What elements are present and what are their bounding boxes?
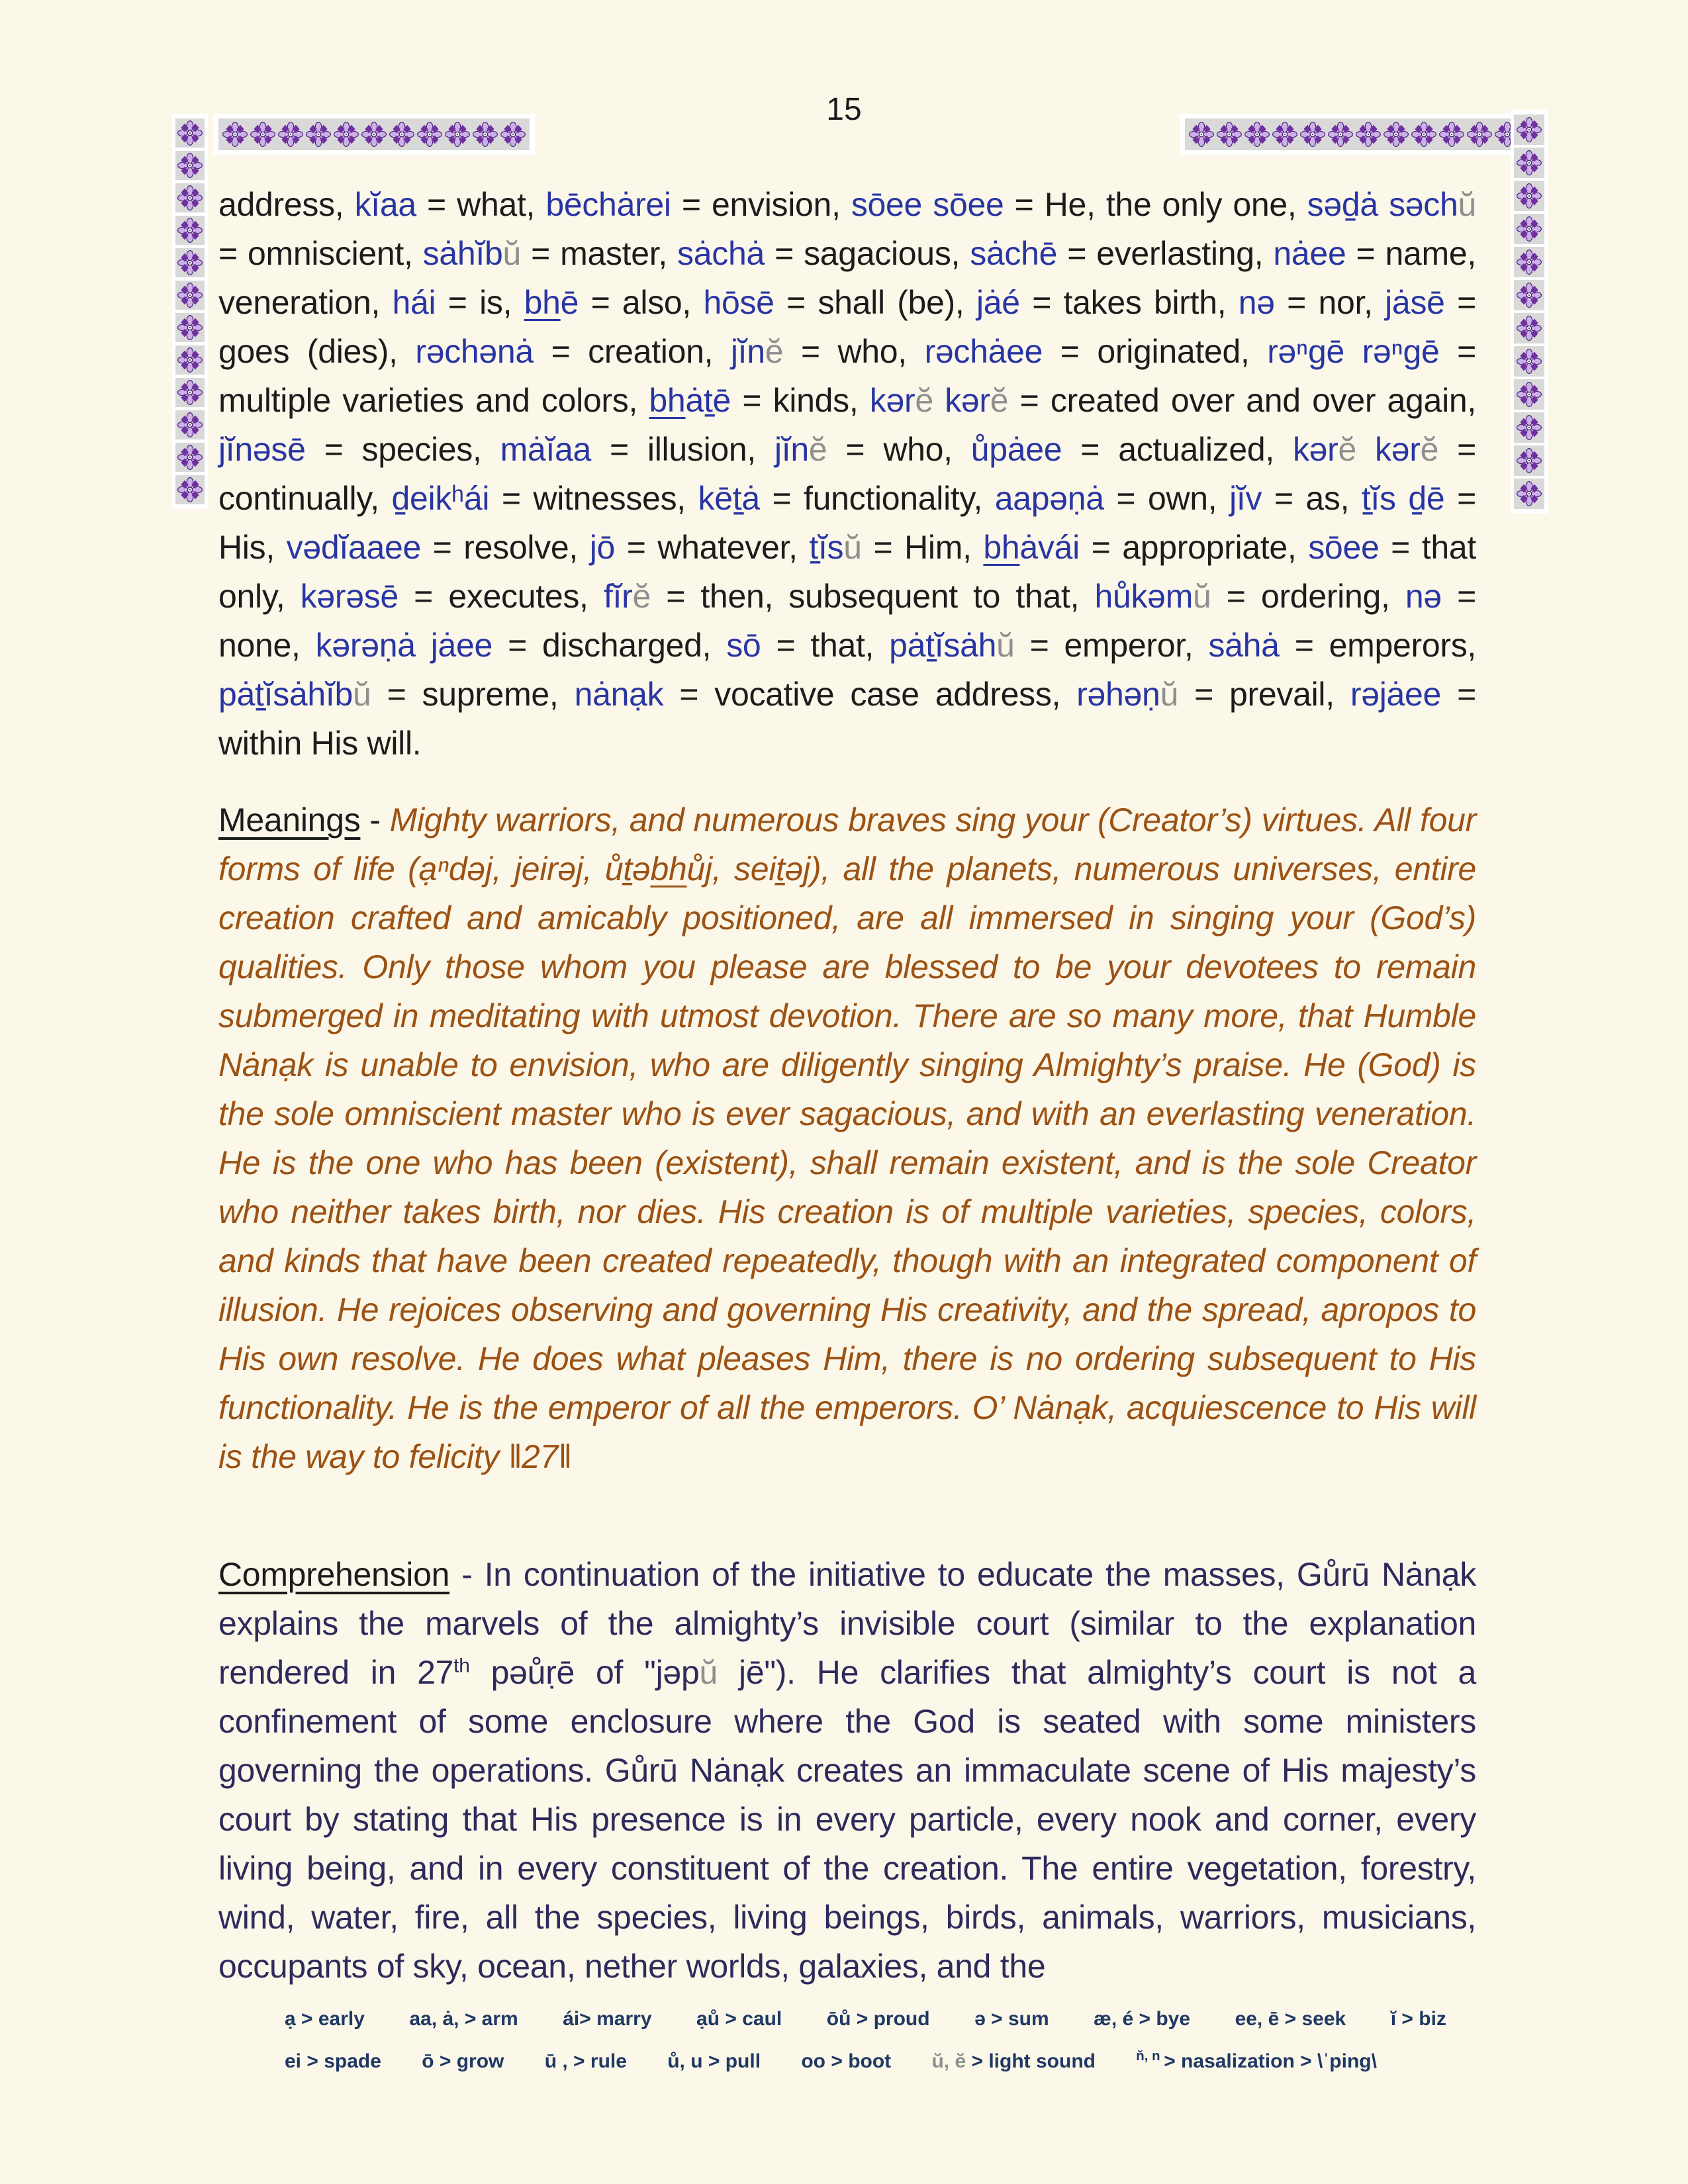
flower-ornament-icon [305, 121, 332, 148]
text-segment: ĕ [1338, 431, 1357, 468]
text-segment: = originated, [1043, 333, 1268, 370]
flower-ornament-icon [250, 121, 276, 148]
text-segment: = creation, [533, 333, 731, 370]
text-segment: rəhəṇ [1076, 676, 1160, 713]
text-segment: = that, [761, 627, 890, 664]
text-segment: aapəṇȧ [994, 480, 1104, 517]
text-segment: = species, [305, 431, 500, 468]
text-segment: = He, the only one, [1004, 186, 1307, 223]
flower-ornament-icon [1514, 114, 1544, 145]
flower-ornament-icon [1514, 247, 1544, 277]
text-segment: ạů > caul [696, 2008, 782, 2030]
text-segment: kərəsē [300, 578, 399, 615]
text-segment: = actualized, [1062, 431, 1293, 468]
comprehension-heading: Comprehension [218, 1556, 450, 1593]
text-segment: ei > spade [285, 2050, 381, 2072]
flower-ornament-icon [175, 443, 205, 472]
text-segment: ůj, seit̠əj), all the planets, numerous universes, entire creation crafted and amicably positioned, are all immersed in singing your (God’s) qualities. Only those whom you please are blessed to be your devotees to remain submerged in meditating with utmost devotion. There are so many more, that Humble Nȧnạk is unable to envision, who are diligently singing Almighty’s praise. He (God) is the sole omniscient master who is ever sagacious, and with an everlasting veneration. He is the one who has been (existent), shall remain existent, and is the sole Creator who neither takes birth, nor dies. His creation is of multiple varieties, species, colors, and kinds that have been created repeatedly, though with an integrated component of illusion. He rejoices observing and governing His creativity, and the spread, apropos to His own resolve. He does what pleases Him, there is no ordering subsequent to His functionality. He is the emperor of all the emperors. O’ Nȧnạk, acquiescence to His will is the way to felicity ‖27‖ [218, 850, 1476, 1475]
text-segment: = multiple varieties and colors, [218, 333, 1477, 419]
text-segment: pəůṛē of "jəp [469, 1654, 700, 1691]
text-segment: nȧee [1273, 235, 1346, 272]
flower-ornament-icon [1514, 148, 1544, 178]
text-segment: bh [524, 284, 561, 321]
flower-strip-horizontal [218, 118, 530, 150]
text-segment: > light sound [971, 2050, 1096, 2072]
text-segment: = everlasting, [1057, 235, 1274, 272]
text-segment: ň, n [1136, 2049, 1164, 2064]
text-segment: = nor, [1274, 284, 1385, 321]
text-segment: ĕ [808, 431, 827, 468]
text-segment: = Him, [861, 529, 984, 566]
text-segment: > nasalization > \ˈping\ [1164, 2050, 1377, 2072]
text-segment: ĕ [990, 382, 1009, 419]
pronunciation-item [1391, 2008, 1446, 2030]
text-segment: = own, [1103, 480, 1230, 517]
word-meanings-paragraph [218, 180, 1476, 768]
text-segment: = witnesses, [489, 480, 698, 517]
flower-ornament-icon [472, 121, 498, 148]
comprehension-paragraph [218, 1550, 1476, 1991]
pronunciation-item [563, 2008, 651, 2030]
text-segment: sȧhĭb [422, 235, 503, 272]
flower-ornament-icon [1514, 181, 1544, 211]
flower-ornament-icon [175, 281, 205, 310]
flower-ornament-icon [1514, 214, 1544, 244]
text-segment: jĭv [1229, 480, 1262, 517]
flower-strip-vertical [1514, 114, 1544, 509]
text-segment: ĕ [1420, 431, 1439, 468]
text-segment: = appropriate, [1079, 529, 1309, 566]
text-segment: ŭ [843, 529, 862, 566]
comprehension-body [218, 1556, 1476, 1985]
text-segment: = omniscient, [218, 235, 423, 272]
text-segment: = whatever, [615, 529, 810, 566]
flower-ornament-icon [175, 378, 205, 407]
pronunciation-item [667, 2050, 761, 2073]
flower-ornament-icon [175, 216, 205, 245]
pronunciation-item [285, 2008, 365, 2030]
text-segment: = functionality, [759, 480, 995, 517]
text-segment: - [449, 1556, 485, 1593]
pronunciation-item [801, 2050, 891, 2073]
flower-ornament-icon [361, 121, 387, 148]
flower-ornament-icon [444, 121, 471, 148]
flower-border-right-column [1511, 110, 1548, 514]
pronunciation-item [974, 2008, 1049, 2030]
text-segment: rəjȧee [1350, 676, 1442, 713]
text-segment: æ, é > bye [1094, 2008, 1191, 2030]
text-segment: kərəṇȧ jȧee [315, 627, 493, 664]
text-segment: bēchȧrei [545, 186, 671, 223]
text-segment: = continually, [218, 431, 1476, 517]
text-segment: ō > grow [422, 2050, 504, 2072]
text-segment: ee, ē > seek [1235, 2008, 1346, 2030]
text-segment: = ordering, [1211, 578, 1405, 615]
text-segment: ŭ [996, 627, 1015, 664]
text-segment: ə > sum [974, 2008, 1049, 2030]
text-segment: sōee [1308, 529, 1380, 566]
text-segment: rəchȧee [924, 333, 1043, 370]
pronunciation-item [422, 2050, 504, 2073]
flower-ornament-icon [222, 121, 248, 148]
text-segment: - [360, 801, 390, 839]
text-segment: fĭr [603, 578, 633, 615]
text-segment: = who, [783, 333, 925, 370]
text-segment: kər [933, 382, 990, 419]
text-segment: kər [869, 382, 915, 419]
text-segment: səd̠ȧ səch [1307, 186, 1458, 223]
text-segment: nȧnạk [574, 676, 664, 713]
flower-ornament-icon [416, 121, 443, 148]
flower-ornament-icon [333, 121, 359, 148]
flower-ornament-icon [1188, 121, 1215, 148]
meanings-paragraph [218, 796, 1476, 1481]
text-segment: ĕ [765, 333, 784, 370]
text-segment: = goes (dies), [218, 284, 1476, 370]
flower-ornament-icon [1272, 121, 1298, 148]
text-segment: = none, [218, 578, 1477, 664]
text-segment: jĭn [774, 431, 809, 468]
text-segment: = is, [436, 284, 524, 321]
flower-ornament-icon [1514, 313, 1544, 343]
flower-border-top-left [213, 114, 535, 155]
page-number: 15 [826, 92, 862, 127]
text-segment: sȧchē [970, 235, 1058, 272]
text-segment: = then, subsequent to that, [650, 578, 1095, 615]
flower-ornament-icon [175, 410, 205, 439]
text-segment: jō [589, 529, 616, 566]
text-segment: = sagacious, [764, 235, 970, 272]
flower-ornament-icon [1466, 121, 1493, 148]
flower-strip-vertical [175, 118, 205, 504]
pronunciation-item [285, 2050, 381, 2073]
text-segment: nə [1238, 284, 1275, 321]
text-segment: ĭ > biz [1390, 2008, 1446, 2030]
text-segment: = His, [218, 480, 1476, 566]
flower-ornament-icon [1411, 121, 1437, 148]
pronunciation-item [545, 2050, 627, 2073]
text-segment: t̠ĭs d̠ē [1361, 480, 1445, 517]
text-segment: hái [392, 284, 436, 321]
text-segment: = takes birth, [1019, 284, 1239, 321]
text-segment: = illusion, [591, 431, 774, 468]
text-segment: = master, [521, 235, 678, 272]
text-segment: bh [983, 529, 1020, 566]
flower-ornament-icon [1299, 121, 1326, 148]
pronunciation-guide-row-1 [285, 2008, 1446, 2030]
text-segment: ȧvái [1019, 529, 1080, 566]
text-segment: sōee sōee [851, 186, 1004, 223]
flower-ornament-icon [1514, 445, 1544, 476]
pronunciation-guide-row-2 [285, 2050, 1377, 2073]
text-segment: ŭ [1458, 186, 1476, 223]
flower-border-left-column [172, 114, 208, 509]
flower-ornament-icon [1514, 379, 1544, 410]
text-segment: th [453, 1655, 470, 1677]
text-segment: = executes, [398, 578, 604, 615]
text-segment: address, [218, 186, 355, 223]
text-segment: ŭ, ĕ [931, 2050, 972, 2072]
text-segment: d̠eikʰái [391, 480, 490, 517]
text-segment: t̠ĭs [809, 529, 844, 566]
text-segment: = kinds, [731, 382, 870, 419]
text-segment: nə [1405, 578, 1442, 615]
pronunciation-item [1136, 2050, 1377, 2073]
text-segment: ĕ [915, 382, 933, 419]
text-segment: = emperors, [1279, 627, 1477, 664]
pronunciation-item [1235, 2008, 1346, 2030]
text-segment: Mighty warriors, and numerous braves sing your (Creator’s) virtues. All four forms of life (ạⁿdəj, jeirəj, ůt̠ə [218, 801, 1476, 887]
text-segment: = supreme, [371, 676, 575, 713]
text-segment: = envision, [671, 186, 851, 223]
flower-strip-horizontal [1185, 118, 1524, 150]
text-segment: sō [726, 627, 761, 664]
text-segment: oo > boot [801, 2050, 892, 2072]
text-segment: = what, [416, 186, 546, 223]
text-segment: = resolve, [420, 529, 590, 566]
flower-ornament-icon [500, 121, 526, 148]
text-segment: ȧt̠ē [685, 382, 731, 419]
text-segment: bh [650, 850, 687, 887]
text-segment: = that only, [218, 529, 1476, 615]
text-segment: ē [560, 284, 579, 321]
text-segment: kər [1356, 431, 1421, 468]
text-segment: = vocative case address, [663, 676, 1077, 713]
pronunciation-item [1094, 2008, 1190, 2030]
flower-ornament-icon [1514, 478, 1544, 509]
meanings-body [218, 801, 1476, 1475]
text-segment: mȧĭaa [500, 431, 592, 468]
text-segment: ŭ [1193, 578, 1211, 615]
pronunciation-item [827, 2008, 930, 2030]
text-segment: = shall (be), [774, 284, 976, 321]
text-segment: = who, [827, 431, 971, 468]
text-segment: kĭaa [354, 186, 416, 223]
flower-ornament-icon [175, 313, 205, 342]
flower-ornament-icon [389, 121, 415, 148]
flower-ornament-icon [1514, 346, 1544, 377]
flower-ornament-icon [1438, 121, 1465, 148]
flower-ornament-icon [175, 248, 205, 277]
text-segment: rəⁿgē rəⁿgē [1267, 333, 1440, 370]
flower-ornament-icon [1216, 121, 1243, 148]
flower-ornament-icon [1514, 280, 1544, 310]
text-segment: vədĭaaee [286, 529, 421, 566]
text-segment: jȧsē [1385, 284, 1445, 321]
text-segment: ŭ [353, 676, 371, 713]
text-segment: jĭnəsē [218, 431, 306, 468]
text-segment: aa, ȧ, > arm [409, 2008, 518, 2030]
text-segment: hůkəm [1094, 578, 1194, 615]
text-segment: kēt̠ȧ [698, 480, 760, 517]
text-segment: pȧt̠ĭsȧhĭb [218, 676, 353, 713]
text-segment: = prevail, [1178, 676, 1350, 713]
text-segment: = as, [1262, 480, 1362, 517]
flower-ornament-icon [1383, 121, 1409, 148]
flower-ornament-icon [175, 151, 205, 180]
meanings-heading: Meanings [218, 801, 361, 839]
text-segment: = emperor, [1014, 627, 1209, 664]
flower-ornament-icon [175, 183, 205, 212]
text-segment: ạ > early [285, 2008, 365, 2030]
pronunciation-item [409, 2008, 518, 2030]
text-segment: sȧchȧ [677, 235, 765, 272]
text-segment: = name, veneration, [218, 235, 1477, 321]
text-segment: ů, u > pull [667, 2050, 761, 2072]
text-segment: = also, [579, 284, 704, 321]
flower-ornament-icon [1355, 121, 1382, 148]
text-segment: jē"). He clarifies that almighty’s court is not a confinement of some enclosure where the God is seated with some ministers governing the operations. Gůrū Nȧnạk creates an immaculate scene of His majesty’s court by stating that His presence is in every particle, every nook and corner, every living being, and in every constituent of the creation. The entire vegetation, forestry, wind, water, fire, all the species, living beings, birds, animals, warriors, musicians, occupants of sky, ocean, nether worlds, galaxies, and the [218, 1654, 1476, 1985]
text-segment: ůpȧee [970, 431, 1062, 468]
flower-ornament-icon [175, 475, 205, 504]
pronunciation-item [931, 2050, 1096, 2073]
text-segment: ái> marry [563, 2008, 652, 2030]
text-segment: jȧé [976, 284, 1020, 321]
text-segment: ŭ [699, 1654, 718, 1691]
text-segment: jĭn [730, 333, 765, 370]
pronunciation-item [696, 2008, 782, 2030]
text-segment: bh [649, 382, 686, 419]
text-segment: ū , > rule [544, 2050, 627, 2072]
flower-ornament-icon [1244, 121, 1270, 148]
text-segment: = within His will. [218, 676, 1476, 762]
text-segment: ŭ [1160, 676, 1179, 713]
flower-border-top-right [1180, 114, 1529, 155]
flower-ornament-icon [175, 118, 205, 148]
text-segment: ŭ [502, 235, 522, 272]
text-segment: hōsē [703, 284, 774, 321]
text-segment: = discharged, [492, 627, 727, 664]
text-segment: ōů > proud [826, 2008, 930, 2030]
text-segment: rəchənȧ [415, 333, 534, 370]
text-segment: kər [1292, 431, 1338, 468]
text-segment: ĕ [632, 578, 651, 615]
text-segment: = created over and over again, [1008, 382, 1476, 419]
text-segment: pȧt̠ĭsȧh [889, 627, 997, 664]
flower-ornament-icon [1327, 121, 1354, 148]
text-segment: In continuation of the initiative to educate the masses, Gůrū Nȧnạk explains the marvels of the almighty’s invisible court (similar to the explanation rendered in 27 [218, 1556, 1476, 1691]
flower-ornament-icon [277, 121, 304, 148]
flower-ornament-icon [1514, 412, 1544, 443]
text-segment: sȧhȧ [1208, 627, 1280, 664]
flower-ornament-icon [175, 345, 205, 375]
